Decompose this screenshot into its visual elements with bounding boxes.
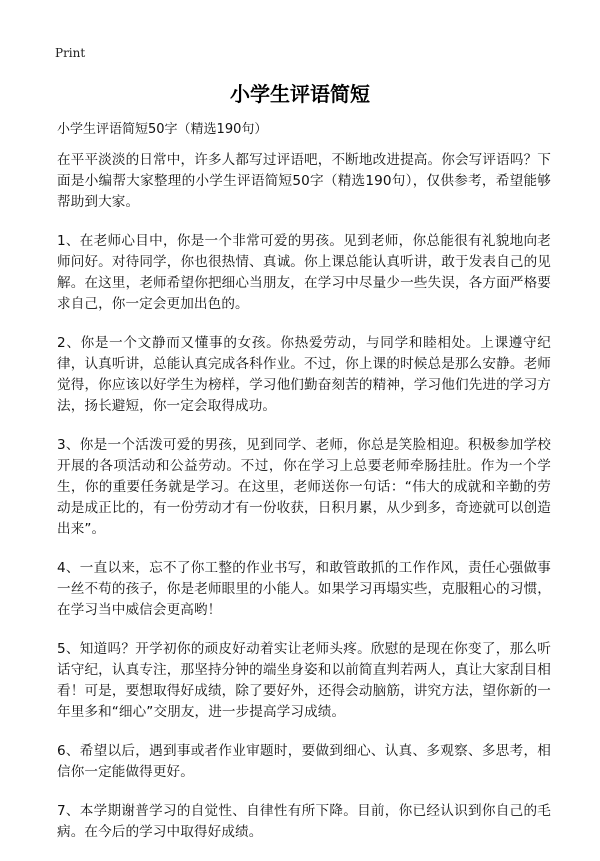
comment-paragraph-3: 3、你是一个活泼可爱的男孩，见到同学、老师，你总是笑脸相迎。积极参加学校开展的各项活动和公益劳动。不过，你在学习上总要老师牵肠挂肚。作为一个学生，你的重要任务就是学习。在这里，老师送你一句话：“伟大的成就和辛勤的劳动是成正比的，有一份劳动才有一份收获，日积月累，从少到多，奇迹就可以创造出来”。 <box>57 437 551 537</box>
print-link[interactable]: Print <box>55 46 86 60</box>
page-subtitle: 小学生评语简短50字（精选190句） <box>57 122 268 137</box>
comment-paragraph-6: 6、希望以后，遇到事或者作业审题时，要做到细心、认真、多观察、多思考，相信你一定能做得更好。 <box>57 743 551 780</box>
comment-paragraph-4: 4、一直以来，忘不了你工整的作业书写，和敢管敢抓的工作作风，责任心强做事一丝不苟的孩子，你是老师眼里的小能人。如果学习再塌实些，克服粗心的习惯，在学习当中威信会更高哟！ <box>57 560 551 618</box>
article-body <box>57 150 551 861</box>
comment-paragraph-2: 2、你是一个文静而又懂事的女孩。你热爱劳动，与同学和睦相处。上课遵守纪律，认真听讲，总能认真完成各科作业。不过，你上课的时候总是那么安静。老师觉得，你应该以好学生为榜样，学习他们勤奋刻苦的精神，学习他们先进的学习方法，扬长避短，你一定会取得成功。 <box>57 335 551 414</box>
comment-paragraph-7: 7、本学期谢普学习的自觉性、自律性有所下降。目前，你已经认识到你自己的毛病。在今后的学习中取得好成绩。 <box>57 803 551 840</box>
comment-paragraph-1: 1、在老师心目中，你是一个非常可爱的男孩。见到老师，你总能很有礼貌地向老师问好。对待同学，你也很热情、真诚。你上课总能认真听讲，敢于发表自己的见解。在这里，老师希望你把细心当朋友，在学习中尽量少一些失误，各方面严格要求自己，你一定会更加出色的。 <box>57 233 551 312</box>
page-title: 小学生评语简短 <box>230 82 370 106</box>
intro-paragraph: 在平平淡淡的日常中，许多人都写过评语吧，不断地改进提高。你会写评语吗？下面是小编帮大家整理的小学生评语简短50字（精选190句），仅供参考，希望能够帮助到大家。 <box>57 152 551 210</box>
comment-paragraph-5: 5、知道吗？开学初你的顽皮好动着实让老师头疼。欣慰的是现在你变了，那么听话守纪，认真专注，那坚持分钟的端坐身姿和以前简直判若两人，真让大家刮目相看！可是，要想取得好成绩，除了要好外，还得会动脑筋，讲究方法，望你新的一年里多和“细心”交朋友，进一步提高学习成绩。 <box>57 641 551 720</box>
